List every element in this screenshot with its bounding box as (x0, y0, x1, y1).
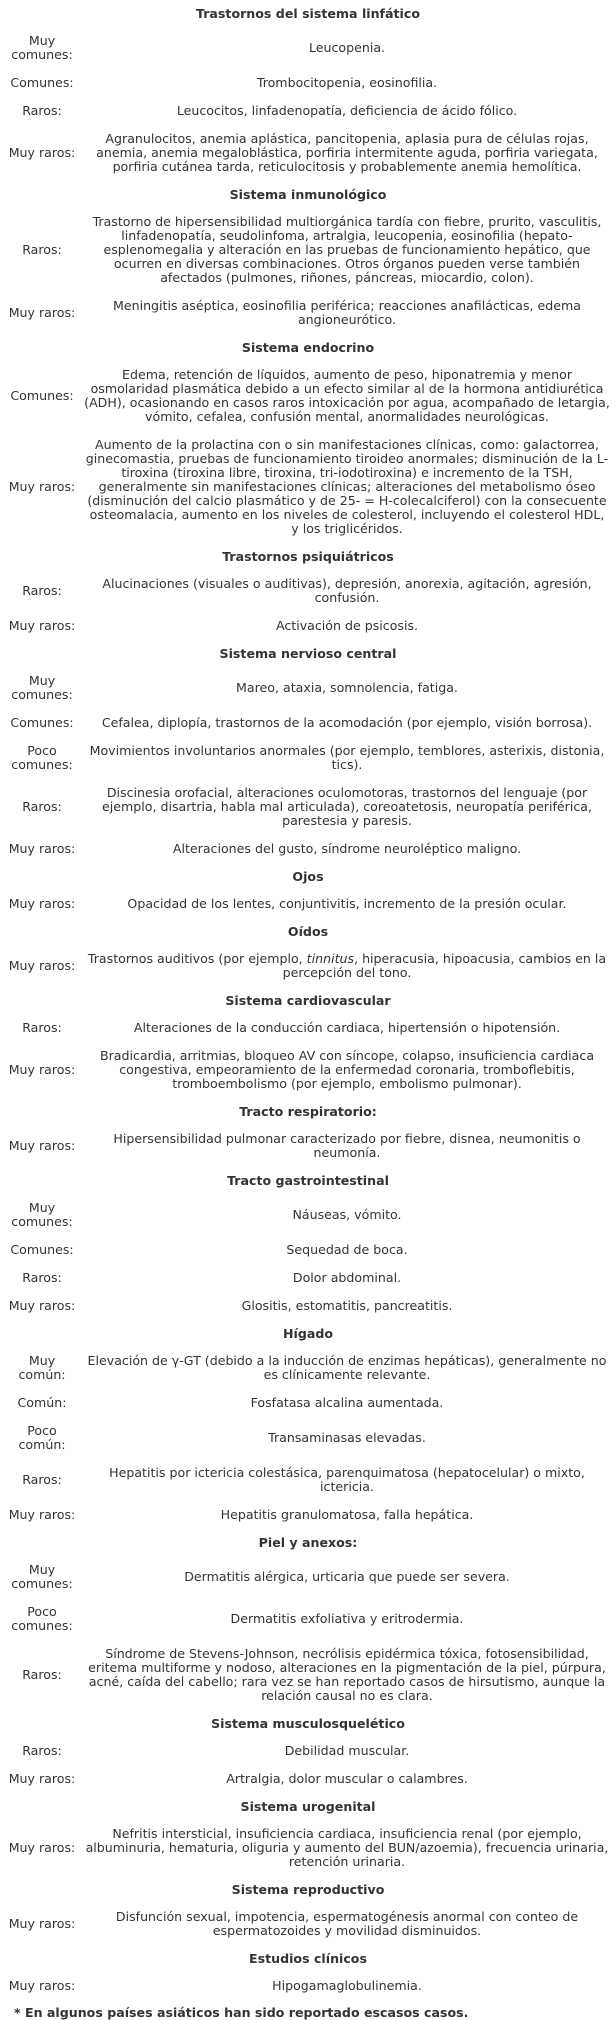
table-row (0, 612, 616, 640)
section-header-row (0, 640, 616, 667)
table-row (0, 1972, 616, 2000)
table-row (0, 27, 616, 69)
section-title: Tracto gastrointestinal (227, 1172, 389, 1188)
section-title: Estudios clínicos (249, 1950, 367, 1966)
frequency-label: Comunes: (10, 75, 74, 90)
effect-description-part: , hiperacusia, hipoacusia, cambios en la percepción del tono. (282, 951, 607, 980)
section-header-row (0, 1098, 616, 1125)
effect-description: Movimientos involuntarios anormales (por ejemplo, temblores, asterixis, distonia, tics). (89, 743, 605, 772)
effect-description: Nefritis intersticial, insuficiencia cardiaca, insuficiencia renal (por ejemplo, albuminuria, hematuria, oliguria y aumento del BUN/azoemia), frecuencia urinaria, retención urinaria. (85, 1826, 609, 1869)
effect-description: Sequedad de boca. (286, 1242, 408, 1257)
effect-description: Dolor abdominal. (292, 1270, 402, 1285)
frequency-label: Raros: (22, 583, 62, 598)
frequency-label: Poco comunes: (11, 1604, 73, 1633)
section-header-row (0, 0, 616, 27)
footnote: * En algunos países asiáticos han sido reportado escasos casos. (14, 2005, 469, 2020)
table-row (0, 1459, 616, 1501)
effect-description: Aumento de la prolactina con o sin manifestaciones clínicas, como: galactorrea, ginecomastia, pruebas de funcionamiento tiroideo anormales; disminución de la L-tiroxina (tiroxina libre, tiroxina, tri-iodotiroxina) e incremento de la TSH, generalmente sin manifestaciones clínicas; alteraciones del metabolismo óseo (disminución del calcio plasmático y de 25- = H-colecalciferol) con la consecuente osteomalacia, aumento en los niveles de colesterol, incluyendo el colesterol HDL, y los triglicéridos. (85, 437, 609, 536)
table-row (0, 1640, 616, 1710)
effect-description: Transaminasas elevadas. (268, 1430, 426, 1445)
section-header-row (0, 987, 616, 1014)
effect-description: Glositis, estomatitis, pancreatitis. (241, 1298, 453, 1313)
effect-description: Leucocitos, linfadenopatía, deficiencia de ácido fólico. (176, 103, 518, 118)
table-row (0, 890, 616, 918)
section-title: Sistema reproductivo (231, 1881, 385, 1897)
table-row (0, 1737, 616, 1765)
effect-description: Opacidad de los lentes, conjuntivitis, incremento de la presión ocular. (127, 896, 567, 911)
effect-description: Náuseas, vómito. (292, 1207, 402, 1222)
effect-description: Alucinaciones (visuales o auditivas), depresión, anorexia, agitación, agresión, confusión. (102, 576, 592, 605)
table-row (0, 1264, 616, 1292)
frequency-label: Muy raros: (8, 841, 76, 856)
frequency-label: Muy raros: (8, 896, 76, 911)
frequency-label: Muy raros: (8, 1062, 76, 1077)
section-header-row (0, 1529, 616, 1556)
table-row (0, 1417, 616, 1459)
table-row (0, 1194, 616, 1236)
effect-description: Síndrome de Stevens-Johnson, necrólisis epidérmica tóxica, fotosensibilidad, eritema multiforme y nodoso, alteraciones en la pigmentación de la piel, púrpura, acné, caída del cabello; rara vez se han reportado casos de hirsutismo, aunque la relación causal no es clara. (88, 1646, 606, 1703)
table-row (0, 835, 616, 863)
frequency-label: Muy raros: (8, 479, 76, 494)
frequency-label: Muy comunes: (11, 1562, 73, 1591)
section-title: Sistema inmunológico (229, 186, 387, 202)
table-row (0, 431, 616, 543)
section-title: Sistema nervioso central (219, 645, 397, 661)
frequency-label: Raros: (22, 1472, 62, 1487)
effect-description-italic: tinnitus (306, 951, 355, 966)
table-row (0, 1236, 616, 1264)
effect-description: Meningitis aséptica, eosinofilia periférica; reacciones anafilácticas, edema angioneurótico. (112, 298, 582, 327)
effect-description: Dermatitis exfoliativa y eritrodermia. (230, 1611, 464, 1626)
frequency-label: Raros: (22, 103, 62, 118)
effect-description: Edema, retención de líquidos, aumento de peso, hiponatremia y menor osmolaridad plasmática debido a un efecto similar al de la hormona antidiurética (ADH), ocasionando en casos raros intoxicación por agua, acompañado de letargia, vómito, cefalea, confusión mental, anormalidades neurológicas. (84, 367, 610, 424)
section-title: Sistema cardiovascular (225, 992, 391, 1008)
frequency-label: Raros: (22, 1020, 62, 1035)
table-row (0, 1598, 616, 1640)
section-header-row (0, 181, 616, 208)
section-header-row (0, 334, 616, 361)
table-row (0, 1042, 616, 1098)
effect-description (80, 945, 616, 987)
section-title: Oídos (287, 923, 329, 939)
effect-description-part: Trastornos auditivos (por ejemplo, (87, 951, 307, 966)
effect-description: Dermatitis alérgica, urticaria que puede ser severa. (184, 1569, 510, 1584)
frequency-label: Comunes: (10, 1242, 74, 1257)
table-row (0, 779, 616, 835)
table-row (0, 709, 616, 737)
frequency-label: Raros: (22, 1270, 62, 1285)
table-row (0, 292, 616, 334)
frequency-label: Muy raros: (8, 618, 76, 633)
effect-description: Hipersensibilidad pulmonar caracterizado por fiebre, disnea, neumonitis o neumonía. (113, 1131, 581, 1160)
frequency-label: Muy común: (18, 1353, 66, 1382)
frequency-label: Común: (17, 1395, 67, 1410)
effect-description: Agranulocitos, anemia aplástica, pancitopenia, aplasia pura de células rojas, anemia, anemia megaloblástica, porfiria intermitente aguda, porfiria variegata, porfiria cutánea tarda, reticulocitosis y probablemente anemia hemolítica. (96, 131, 598, 174)
section-header-row (0, 1167, 616, 1194)
effect-description: Hipogamaglobulinemia. (272, 1978, 422, 1993)
table-row (0, 1389, 616, 1417)
table-row (0, 570, 616, 612)
effect-description: Activación de psicosis. (275, 618, 419, 633)
frequency-label: Muy raros: (8, 145, 76, 160)
effect-description: Hepatitis por ictericia colestásica, parenquimatosa (hepatocelular) o mixto, ictericia. (109, 1465, 585, 1494)
table-row (0, 1903, 616, 1945)
section-header-row (0, 863, 616, 890)
frequency-label: Muy comunes: (11, 673, 73, 702)
section-title: Trastornos del sistema linfático (196, 5, 420, 21)
frequency-label: Comunes: (10, 715, 74, 730)
frequency-label: Muy raros: (8, 1138, 76, 1153)
effect-description: Alteraciones de la conducción cardiaca, hipertensión o hipotensión. (133, 1020, 561, 1035)
effect-description: Trombocitopenia, eosinofilia. (256, 75, 438, 90)
table-row (0, 361, 616, 431)
table-row (0, 69, 616, 97)
frequency-label: Muy raros: (8, 305, 76, 320)
frequency-label: Muy comunes: (11, 1200, 73, 1229)
frequency-label: Muy comunes: (11, 33, 73, 62)
frequency-label: Muy raros: (8, 1298, 76, 1313)
table-row (0, 125, 616, 181)
section-title: Sistema endocrino (241, 339, 375, 355)
section-header-row (0, 1876, 616, 1903)
frequency-label: Poco comunes: (11, 743, 73, 772)
table-row (0, 1125, 616, 1167)
frequency-label: Muy raros: (8, 1978, 76, 1993)
effect-description: Alteraciones del gusto, síndrome neuroléptico maligno. (172, 841, 522, 856)
frequency-label: Muy raros: (8, 1771, 76, 1786)
frequency-label: Muy raros: (8, 1840, 76, 1855)
section-header-row (0, 543, 616, 570)
section-title: Trastornos psiquiátricos (222, 548, 394, 564)
frequency-label: Comunes: (10, 388, 74, 403)
section-title: Sistema musculosquelético (211, 1715, 405, 1731)
frequency-label: Raros: (22, 242, 62, 257)
table-row (0, 1292, 616, 1320)
frequency-label: Raros: (22, 799, 62, 814)
section-header-row (0, 1320, 616, 1347)
effect-description: Leucopenia. (308, 40, 386, 55)
frequency-label: Raros: (22, 1667, 62, 1682)
effect-description: Mareo, ataxia, somnolencia, fatiga. (236, 680, 458, 695)
section-header-row (0, 1710, 616, 1737)
section-title: Tracto respiratorio: (239, 1103, 377, 1119)
table-row (0, 1014, 616, 1042)
table-row (0, 208, 616, 292)
table-row (0, 1556, 616, 1598)
frequency-label: Poco común: (18, 1423, 66, 1452)
table-row (0, 945, 616, 987)
effect-description: Artralgia, dolor muscular o calambres. (226, 1771, 468, 1786)
effect-description: Disfunción sexual, impotencia, espermatogénesis anormal con conteo de espermatozoides y movilidad disminuidos. (115, 1909, 579, 1938)
section-title: Sistema urogenital (240, 1798, 376, 1814)
table-row (0, 1820, 616, 1876)
table-row (0, 1347, 616, 1389)
effect-description: Discinesia orofacial, alteraciones oculomotoras, trastornos del lenguaje (por ejemplo, disartria, habla mal articulada), coreoatetosis, neuropatía periférica, parestesia y paresis. (101, 785, 592, 828)
effect-description: Trastorno de hipersensibilidad multiorgánica tardía con fiebre, prurito, vasculitis, linfadenopatía, seudolinfoma, artralgia, leucopenia, eosinofilia (hepato-esplenomegalia y alteración en las pruebas de funcionamiento hepático, que ocurren en diversas combinaciones. Otros órganos pueden verse también afectados (pulmones, riñones, páncreas, miocardio, colon). (92, 214, 602, 285)
frequency-label: Muy raros: (8, 1507, 76, 1522)
section-header-row (0, 1793, 616, 1820)
section-header-row (0, 918, 616, 945)
table-row (0, 97, 616, 125)
frequency-label: Muy raros: (8, 1916, 76, 1931)
frequency-label: Raros: (22, 1743, 62, 1758)
table-row (0, 667, 616, 709)
effect-description: Fosfatasa alcalina aumentada. (250, 1395, 444, 1410)
frequency-label: Muy raros: (8, 958, 76, 973)
effect-description: Cefalea, diplopía, trastornos de la acomodación (por ejemplo, visión borrosa). (101, 715, 593, 730)
section-title: Ojos (292, 868, 324, 884)
table-row (0, 737, 616, 779)
table-row (0, 1765, 616, 1793)
effect-description: Debilidad muscular. (284, 1743, 410, 1758)
section-header-row (0, 1945, 616, 1972)
table-row (0, 1501, 616, 1529)
effect-description: Elevación de γ-GT (debido a la inducción de enzimas hepáticas), generalmente no es clínicamente relevante. (87, 1353, 607, 1382)
section-title: Piel y anexos: (258, 1534, 358, 1550)
effect-description: Bradicardia, arritmias, bloqueo AV con síncope, colapso, insuficiencia cardiaca congestiva, empeoramiento de la enfermedad coronaria, tromboflebitis, tromboembolismo (por ejemplo, embolismo pulmonar). (99, 1048, 595, 1091)
section-title: Hígado (282, 1325, 334, 1341)
effect-description: Hepatitis granulomatosa, falla hepática. (220, 1507, 474, 1522)
